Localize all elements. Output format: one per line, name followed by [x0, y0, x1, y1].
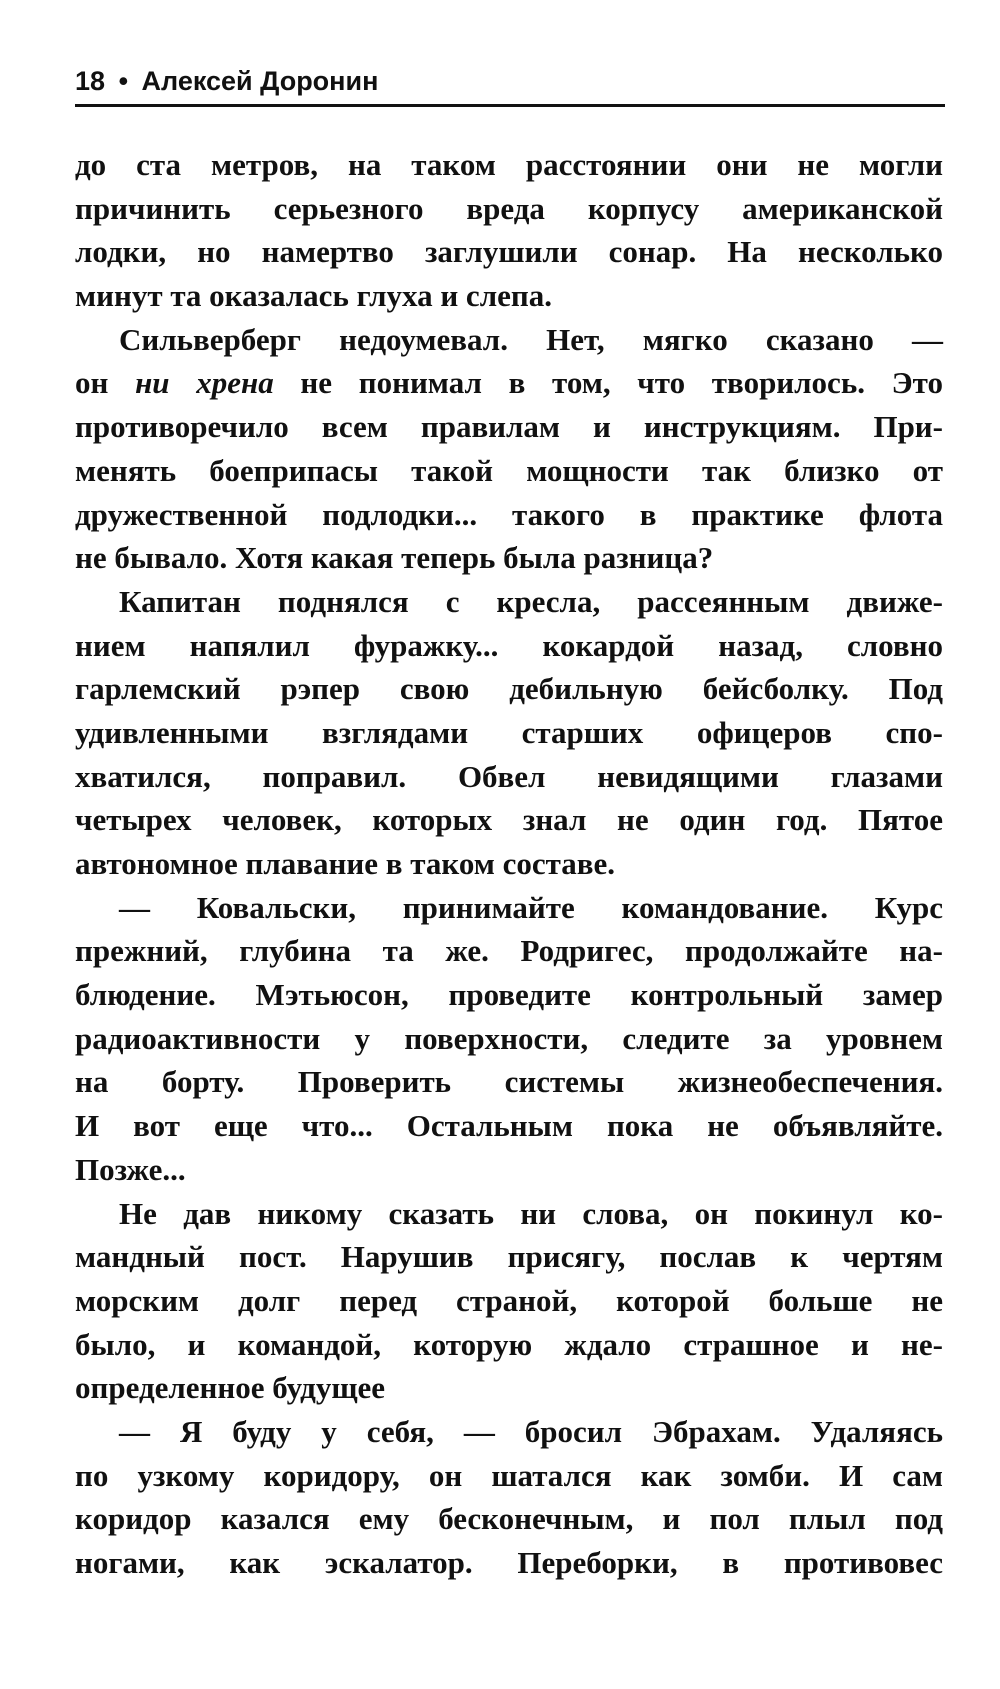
text-line: не бывало. Хотя какая теперь была разница? [75, 540, 714, 576]
text-line: коридор казался ему бесконечным, и пол плыл под [75, 1501, 943, 1537]
header-rule [75, 104, 945, 107]
text-line: менять боеприпасы такой мощности так близко от [75, 452, 943, 488]
text-line: мандный пост. Нарушив присягу, послав к чертям [75, 1239, 943, 1275]
text-line: было, и командой, которую ждало страшное и не- [75, 1326, 943, 1362]
text-line [75, 361, 943, 405]
paragraph [75, 886, 943, 1192]
paragraph [75, 580, 943, 886]
paragraph [75, 143, 943, 318]
text-run: не понимал в том, что творилось. Это [300, 365, 944, 401]
text-line: прежний, глубина та же. Родригес, продолжайте на- [75, 933, 943, 969]
text-line: ногами, как эскалатор. Переборки, в противовес [75, 1545, 943, 1580]
text-line: — Ковальски, принимайте командование. Курс [119, 889, 943, 925]
text-line: до ста метров, на таком расстоянии они не могли [75, 147, 943, 182]
text-line: противоречило всем правилам и инструкциям. При- [75, 409, 943, 445]
text-line: на борту. Проверить системы жизнеобеспечения. [75, 1064, 943, 1100]
text-line: причинить серьезного вреда корпусу американской [75, 190, 943, 226]
text-line: по узкому коридору, он шатался как зомби. И сам [75, 1457, 943, 1493]
text-line: Позже... [75, 1151, 186, 1187]
text-line: — Я буду у себя, — бросил Эбрахам. Удаляясь [119, 1413, 943, 1449]
page-number: 18 [75, 66, 106, 96]
header-separator: • [118, 66, 129, 96]
text-line: нием напялил фуражку... кокардой назад, словно [75, 627, 943, 663]
text-line: определенное будущее [75, 1370, 386, 1406]
author-name: Алексей Доронин [141, 66, 379, 96]
paragraph [75, 1410, 943, 1585]
text-line: дружественной подлодки... такого в практике флота [75, 496, 943, 532]
paragraph [75, 318, 943, 580]
text-line: радиоактивности у поверхности, следите за уровнем [75, 1020, 943, 1056]
running-header [75, 64, 378, 98]
text-line: И вот еще что... Остальным пока не объявляйте. [75, 1108, 943, 1144]
text-line: удивленными взглядами старших офицеров спо- [75, 714, 943, 750]
text-line: гарлемский рэпер свою дебильную бейсболку. Под [75, 671, 943, 707]
text-line: блюдение. Мэтьюсон, проведите контрольный замер [75, 977, 943, 1013]
text-line: Капитан поднялся с кресла, рассеянным движе- [119, 583, 943, 619]
body-text [75, 143, 943, 1585]
text-line: морским долг перед страной, которой больше не [75, 1282, 943, 1318]
text-line: лодки, но намертво заглушили сонар. На несколько [75, 234, 943, 270]
text-line: хватился, поправил. Обвел невидящими глазами [75, 758, 943, 794]
text-run: он [75, 365, 109, 401]
text-line: Сильверберг недоумевал. Нет, мягко сказано — [119, 321, 943, 357]
italic-emphasis: ни хрена [135, 365, 274, 401]
text-line: четырех человек, которых знал не один год. Пятое [75, 802, 943, 838]
paragraph [75, 1192, 943, 1410]
text-line: автономное плавание в таком составе. [75, 846, 615, 881]
text-line: минут та оказалась глуха и слепа. [75, 278, 552, 314]
text-line: Не дав никому сказать ни слова, он покинул ко- [119, 1195, 943, 1231]
